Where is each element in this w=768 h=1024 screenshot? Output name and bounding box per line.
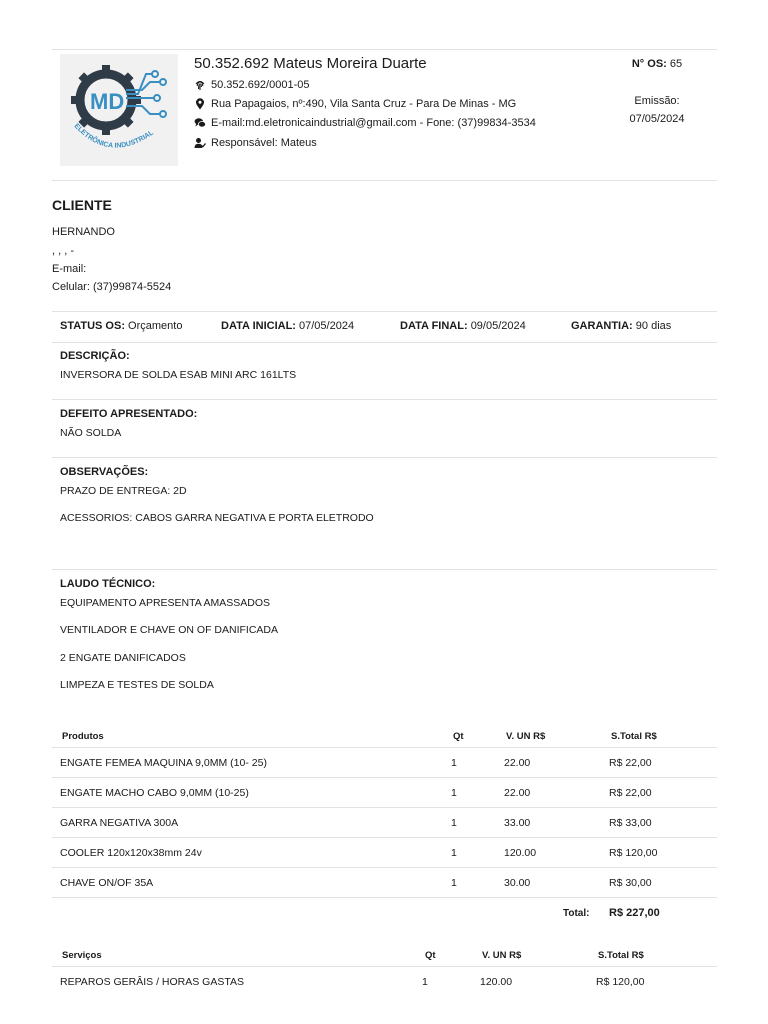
- table-divider: [52, 966, 717, 967]
- services-header-subtotal: S.Total R$: [598, 950, 644, 961]
- service-subtotal: R$ 120,00: [596, 976, 645, 988]
- defect-text: NÃO SOLDA: [60, 427, 122, 439]
- user-check-icon: [194, 137, 206, 149]
- cnpj-line: [194, 79, 309, 91]
- os-number-value: 65: [669, 58, 683, 70]
- observations-title: OBSERVAÇÕES:: [60, 466, 149, 478]
- technical-report-title: LAUDO TÉCNICO:: [60, 578, 156, 590]
- products-header-name: Produtos: [62, 731, 104, 742]
- end-date-label: DATA FINAL:: [400, 320, 468, 332]
- warranty: [571, 320, 671, 332]
- table-divider: [52, 747, 717, 748]
- description-divider: [52, 399, 717, 400]
- svg-text:MD: MD: [90, 89, 125, 114]
- start-date-value: 07/05/2024: [299, 320, 355, 332]
- product-name: GARRA NEGATIVA 300A: [60, 817, 179, 829]
- status-os: [60, 320, 182, 332]
- table-divider: [52, 867, 717, 868]
- table-divider: [52, 837, 717, 838]
- start-date: [221, 320, 354, 332]
- status-os-label: STATUS OS:: [60, 320, 125, 332]
- status-top-divider: [52, 311, 717, 312]
- product-unit-price: 22.00: [504, 787, 531, 799]
- product-qty: 1: [451, 877, 457, 889]
- product-qty: 1: [451, 787, 457, 799]
- company-name: 50.352.692 Mateus Moreira Duarte: [194, 55, 427, 72]
- client-title: CLIENTE: [52, 197, 112, 213]
- product-unit-price: 120.00: [504, 847, 537, 859]
- contact-line: [194, 117, 536, 129]
- address-line: [194, 98, 516, 110]
- status-bottom-divider: [52, 342, 717, 343]
- defect-title: DEFEITO APRESENTADO:: [60, 408, 198, 420]
- product-name: COOLER 120x120x38mm 24v: [60, 847, 202, 859]
- product-subtotal: R$ 22,00: [609, 757, 652, 769]
- svg-text:ELETRÔNICA INDUSTRIAL: ELETRÔNICA INDUSTRIAL: [72, 122, 155, 150]
- products-header-qty: Qt: [453, 731, 464, 742]
- emission-label: Emissão:: [634, 95, 680, 107]
- os-number-label: N° OS:: [631, 58, 667, 70]
- product-subtotal: R$ 22,00: [609, 787, 652, 799]
- services-header-unit-price: V. UN R$: [482, 950, 522, 961]
- status-os-value: Orçamento: [128, 320, 183, 332]
- client-address: , , , -: [52, 245, 74, 257]
- observations-divider: [52, 569, 717, 570]
- client-phone: Celular: (37)99874-5524: [52, 281, 172, 293]
- warranty-label: GARANTIA:: [571, 320, 633, 332]
- table-divider: [52, 897, 717, 898]
- company-logo: [60, 54, 178, 166]
- product-subtotal: R$ 120,00: [609, 847, 658, 859]
- service-qty: 1: [422, 976, 428, 988]
- product-name: ENGATE FEMEA MAQUINA 9,0MM (10- 25): [60, 757, 267, 769]
- product-unit-price: 30.00: [504, 877, 531, 889]
- description-title: DESCRIÇÃO:: [60, 350, 130, 362]
- warranty-value: 90 dias: [635, 320, 672, 332]
- contact-text: E-mail:md.eletronicaindustrial@gmail.com - Fone: (37)99834-3534: [211, 117, 536, 129]
- product-name: ENGATE MACHO CABO 9,0MM (10-25): [60, 787, 249, 799]
- responsible-line: [194, 137, 317, 149]
- product-unit-price: 22.00: [504, 757, 531, 769]
- service-name: REPAROS GERÂIS / HORAS GASTAS: [60, 976, 244, 988]
- total-label: Total:: [563, 908, 590, 919]
- technical-report-line: VENTILADOR E CHAVE ON OF DANIFICADA: [60, 624, 279, 636]
- address-text: Rua Papagaios, nº:490, Vila Santa Cruz - Para De Minas - MG: [211, 98, 517, 110]
- product-name: CHAVE ON/OF 35A: [60, 877, 154, 889]
- observation-line: PRAZO DE ENTREGA: 2D: [60, 485, 187, 497]
- technical-report-line: EQUIPAMENTO APRESENTA AMASSADOS: [60, 597, 271, 609]
- product-qty: 1: [451, 817, 457, 829]
- products-header-unit-price: V. UN R$: [506, 731, 546, 742]
- start-date-label: DATA INICIAL:: [221, 320, 296, 332]
- services-header-qty: Qt: [425, 950, 436, 961]
- end-date: [400, 320, 526, 332]
- location-pin-icon: [194, 98, 206, 110]
- product-subtotal: R$ 30,00: [609, 877, 652, 889]
- service-unit-price: 120.00: [480, 976, 513, 988]
- services-header-name: Serviços: [62, 950, 102, 961]
- product-qty: 1: [451, 847, 457, 859]
- client-email: E-mail:: [52, 263, 87, 275]
- technical-report-line: LIMPEZA E TESTES DE SOLDA: [60, 679, 214, 691]
- chat-icon: [194, 117, 206, 129]
- table-divider: [52, 777, 717, 778]
- header-divider: [52, 180, 717, 181]
- cnpj-text: 50.352.692/0001-05: [211, 79, 310, 91]
- table-divider: [52, 807, 717, 808]
- emission-date: 07/05/2024: [629, 113, 685, 125]
- top-divider: [52, 49, 717, 50]
- product-unit-price: 33.00: [504, 817, 531, 829]
- client-name: HERNANDO: [52, 226, 115, 238]
- product-subtotal: R$ 33,00: [609, 817, 652, 829]
- technical-report-line: 2 ENGATE DANIFICADOS: [60, 652, 186, 664]
- os-number: [600, 58, 714, 70]
- defect-divider: [52, 457, 717, 458]
- total-value: R$ 227,00: [609, 907, 660, 919]
- description-text: INVERSORA DE SOLDA ESAB MINI ARC 161LTS: [60, 369, 297, 381]
- responsible-text: Responsável: Mateus: [211, 137, 317, 149]
- end-date-value: 09/05/2024: [470, 320, 526, 332]
- products-header-subtotal: S.Total R$: [611, 731, 657, 742]
- observation-line: ACESSORIOS: CABOS GARRA NEGATIVA E PORTA ELETRODO: [60, 512, 374, 524]
- product-qty: 1: [451, 757, 457, 769]
- fingerprint-icon: [194, 79, 206, 91]
